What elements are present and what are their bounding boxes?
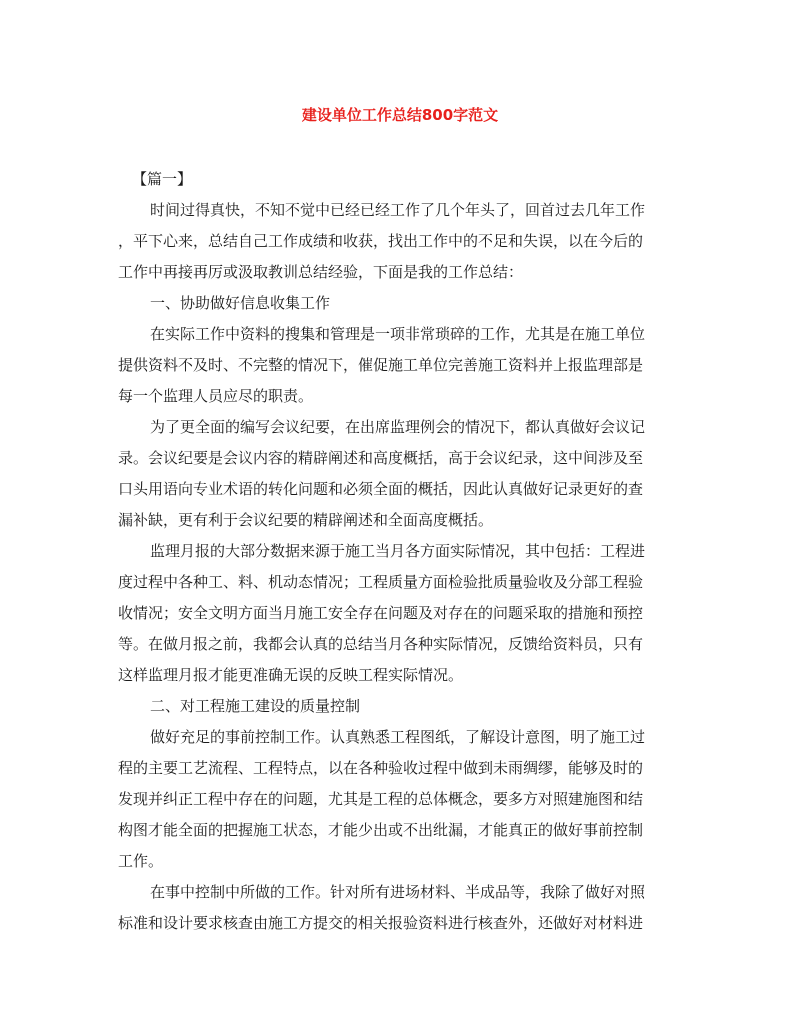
paragraph-line: 构图才能全面的把握施工状态，才能少出或不出纰漏，才能真正的做好事前控制: [118, 821, 644, 839]
paragraph-line: 这样监理月报才能更准确无误的反映工程实际情况。: [118, 666, 464, 684]
paragraph-line: ，平下心来，总结自己工作成绩和收获，找出工作中的不足和失误，以在今后的: [118, 232, 644, 250]
paragraph-line: 监理月报的大部分数据来源于施工当月各方面实际情况，其中包括：工程进: [150, 542, 646, 560]
paragraph-line: 收情况；安全文明方面当月施工安全存在问题及对存在的问题采取的措施和预控: [118, 604, 644, 622]
paragraph-line: 口头用语向专业术语的转化问题和必须全面的概括，因此认真做好记录更好的查: [118, 480, 644, 498]
paragraph-line: 工作中再接再厉或汲取教训总结经验，下面是我的工作总结：: [118, 263, 524, 281]
paragraph-line: 提供资料不及时、不完整的情况下，催促施工单位完善施工资料并上报监理部是: [118, 356, 644, 374]
paragraph-line: 标准和设计要求核查由施工方提交的相关报验资料进行核查外，还做好对材料进: [118, 914, 644, 932]
paragraph-line: 每一个监理人员应尽的职责。: [118, 387, 314, 405]
paragraph-line: 程的主要工艺流程、工程特点，以在各种验收过程中做到未雨绸缪，能够及时的: [118, 759, 644, 777]
paragraph-line: 等。在做月报之前，我都会认真的总结当月各种实际情况，反馈给资料员，只有: [118, 635, 644, 653]
paragraph-line: 时间过得真快，不知不觉中已经已经工作了几个年头了，回首过去几年工作: [150, 201, 646, 219]
document-title: 建设单位工作总结800字范文: [301, 106, 499, 124]
paragraph-line: 工作。: [118, 852, 164, 870]
paragraph-line: 在事中控制中所做的工作。针对所有进场材料、半成品等，我除了做好对照: [150, 883, 646, 901]
section-heading: 二、对工程施工建设的质量控制: [150, 697, 361, 715]
section-heading: 一、协助做好信息收集工作: [150, 294, 331, 312]
paragraph-line: 在实际工作中资料的搜集和管理是一项非常琐碎的工作，尤其是在施工单位: [150, 325, 646, 343]
paragraph-line: 漏补缺，更有利于会议纪要的精辟阐述和全面高度概括。: [118, 511, 494, 529]
paragraph-line: 录。会议纪要是会议内容的精辟阐述和高度概括，高于会议纪录，这中间涉及至: [118, 449, 644, 467]
paragraph-line: 发现并纠正工程中存在的问题，尤其是工程的总体概念，要多方对照建施图和结: [118, 790, 644, 808]
section-marker: 【篇一】: [132, 170, 193, 188]
paragraph-line: 度过程中各种工、料、机动态情况；工程质量方面检验批质量验收及分部工程验: [118, 573, 644, 591]
paragraph-line: 为了更全面的编写会议纪要，在出席监理例会的情况下，都认真做好会议记: [150, 418, 646, 436]
document-body: [118, 164, 678, 939]
paragraph-line: 做好充足的事前控制工作。认真熟悉工程图纸，了解设计意图，明了施工过: [150, 728, 646, 746]
